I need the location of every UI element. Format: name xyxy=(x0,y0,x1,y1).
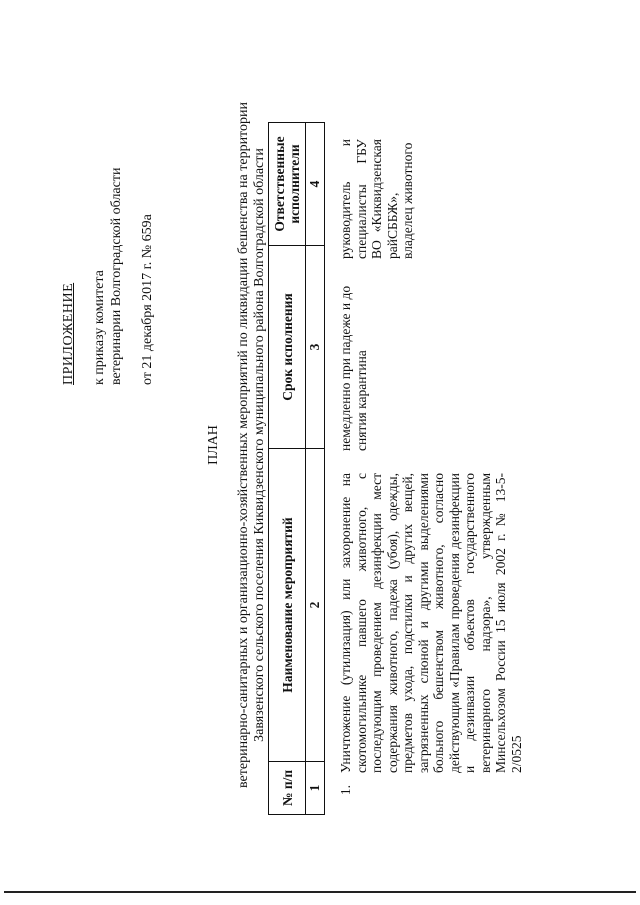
header-action: Наименование мероприятий xyxy=(269,449,306,762)
appendix-date: от 21 декабря 2017 г. № 659а xyxy=(140,214,155,385)
appendix-block xyxy=(60,55,156,385)
row-term: немедленно при падеже и до снятия карантина xyxy=(338,285,369,451)
header-index: № п/п xyxy=(269,762,306,815)
header-responsible: Ответственные исполнители xyxy=(269,123,306,246)
bottom-rule xyxy=(4,891,636,893)
appendix-heading: ПРИЛОЖЕНИЕ xyxy=(61,282,76,385)
row-responsible: руководитель и специалисты ГБУ ВО «Киквидзенская райСББЖ», владелец животного xyxy=(338,139,415,259)
row-index: 1. xyxy=(338,785,353,796)
plan-subtitle-2: Завязенского сельского поселения Киквидзенского муниципального района Волгоградской области xyxy=(252,148,267,742)
column-number-2: 2 xyxy=(306,449,325,762)
column-number-4: 4 xyxy=(306,123,325,246)
row-action: Уничтожение (утилизация) или захоронение на скотомогильнике павшего животного, с последующим проведением дезинфекции мест содержания животного, падежа (убоя), одежды, предметов ухода, подстилки и других вещей, загрязненных слюной и другими выделениями больного бешенством животного, согласно действующим «Правилам проведения дезинфекции и дезинвазии объектов государственного ветеринарного надзора», утвержденным Минсельхозом России 15 июля 2002 г. № 13-5-2/0525 xyxy=(338,473,524,773)
plan-title-block xyxy=(206,55,268,835)
header-term: Срок исполнения xyxy=(269,246,306,449)
plan-title: ПЛАН xyxy=(206,425,221,465)
table-number-row xyxy=(306,123,325,815)
appendix-line-2: ветеринарии Волгоградской области xyxy=(109,167,124,385)
column-number-3: 3 xyxy=(306,246,325,449)
column-number-1: 1 xyxy=(306,762,325,815)
appendix-line-1: к приказу комитета xyxy=(92,270,107,385)
table-header-row xyxy=(269,123,306,815)
plan-subtitle-1: ветеринарно-санитарных и организационно-хозяйственных мероприятий по ликвидации бешенства на территории xyxy=(236,102,251,788)
plan-table xyxy=(268,122,325,815)
